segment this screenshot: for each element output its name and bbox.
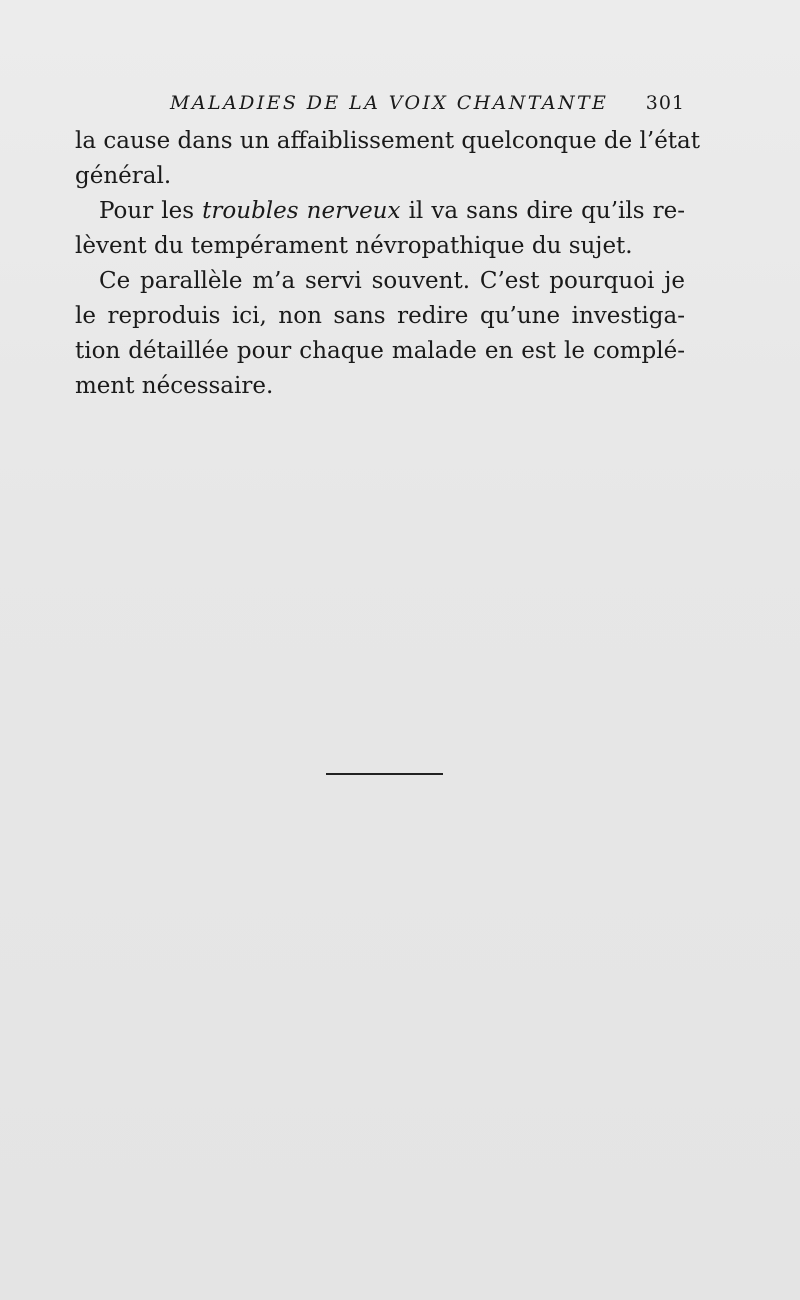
italic-phrase: troubles nerveux [202, 198, 401, 224]
running-title: MALADIES DE LA VOIX CHANTANTE [170, 92, 609, 114]
text-line: ment nécessaire. [75, 373, 274, 399]
body-text [75, 124, 700, 404]
text-line: la cause dans un affaiblissement quelconque de l’état [75, 128, 700, 154]
running-header [75, 92, 685, 120]
text-line: lèvent du tempérament névropathique du sujet. [75, 233, 633, 259]
text-line: le reproduis ici, non sans redire qu’une investiga- [75, 303, 685, 329]
text-line [75, 194, 685, 229]
text-line: général. [75, 163, 172, 189]
section-end-rule [326, 773, 443, 775]
text-segment: il va sans dire qu’ils re- [400, 198, 686, 224]
text-line: Ce parallèle m’a servi souvent. C’est pourquoi je [99, 268, 685, 294]
page-number: 301 [645, 92, 685, 114]
text-line: tion détaillée pour chaque malade en est le complé- [75, 338, 685, 364]
text-segment: Pour les [99, 198, 203, 224]
